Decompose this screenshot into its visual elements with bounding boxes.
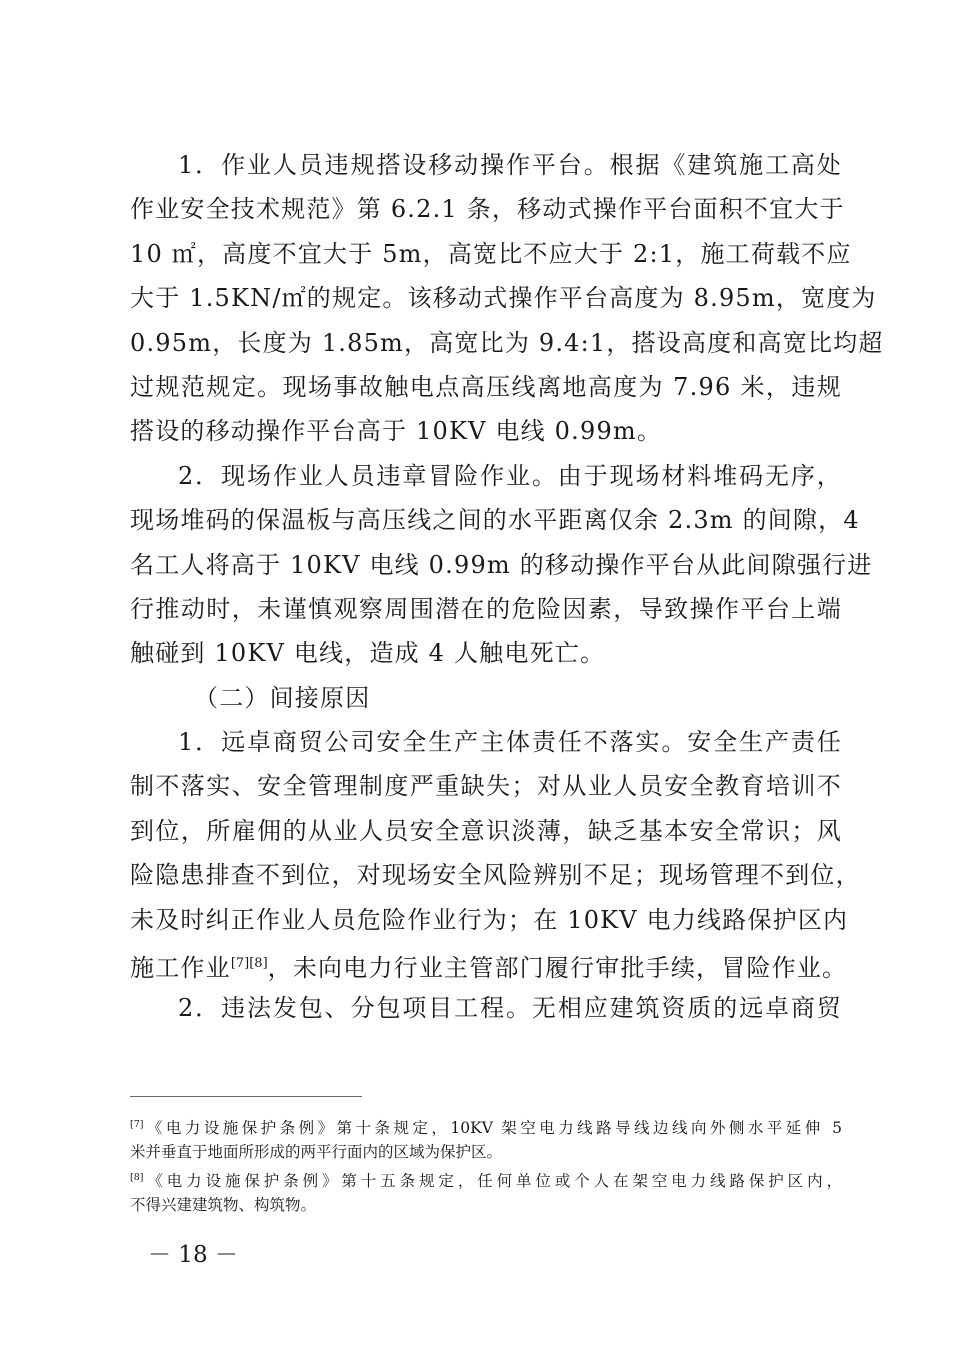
- paragraph-line: 2．现场作业人员违章冒险作业。由于现场材料堆码无序，: [178, 461, 842, 490]
- paragraph-line: [130, 942, 848, 986]
- page-number: － 18 －: [148, 1242, 238, 1268]
- paragraph-line: 名工人将高于 10KV 电线 0.99m 的移动操作平台从此间隙强行进: [130, 550, 873, 579]
- paragraph-line: 到位，所雇佣的从业人员安全意识淡薄，缺乏基本安全常识；风: [130, 816, 842, 845]
- paragraph-line: 过规范规定。现场事故触电点高压线离地高度为 7.96 米，违规: [130, 372, 842, 401]
- paragraph-line: 行推动时，未谨慎观察周围潜在的危险因素，导致操作平台上端: [130, 594, 842, 623]
- footnote-line: [130, 1165, 842, 1192]
- paragraph-text: 施工作业: [130, 954, 231, 983]
- footnote-line: 不得兴建建筑物、构筑物。: [130, 1195, 317, 1214]
- footnote-separator: [130, 1096, 362, 1097]
- paragraph-line: 1．作业人员违规搭设移动操作平台。根据《建筑施工高处: [178, 151, 842, 179]
- footnotes: [130, 1112, 842, 1218]
- footnote-line: 米并垂直于地面所形成的两平行面内的区域为保护区。: [130, 1142, 503, 1161]
- footnote-marker: [8]: [130, 1172, 144, 1183]
- paragraph-line: 搭设的移动操作平台高于 10KV 电线 0.99m。: [130, 417, 663, 446]
- footnote-text: 《电力设施保护条例》第十条规定，10KV 架空电力线路导线边线向外侧水平延伸 5: [143, 1119, 842, 1137]
- paragraph-line: 2．违法发包、分包项目工程。无相应建筑资质的远卓商贸: [178, 994, 842, 1023]
- paragraph-line: 险隐患排查不到位，对现场安全风险辨别不足；现场管理不到位，: [130, 861, 861, 890]
- section-heading: （二）间接原因: [194, 683, 371, 712]
- paragraph-line: 作业安全技术规范》第 6.2.1 条，移动式操作平台面积不宜大于: [130, 195, 845, 224]
- paragraph-line: 大于 1.5KN/㎡的规定。该移动式操作平台高度为 8.95m，宽度为: [130, 284, 877, 313]
- footnote-text: 《电力设施保护条例》第十五条规定，任何单位或个人在架空电力线路保护区内，: [143, 1172, 842, 1190]
- footnote-citation[interactable]: [7][8]: [230, 956, 268, 972]
- paragraph-line: 10 ㎡，高度不宜大于 5m，高宽比不应大于 2:1，施工荷载不应: [130, 239, 852, 268]
- footnote-marker: [7]: [130, 1119, 144, 1130]
- paragraph-line: 制不落实、安全管理制度严重缺失；对从业人员安全教育培训不: [130, 772, 842, 801]
- paragraph-text: ，未向电力行业主管部门履行审批手续，冒险作业。: [267, 954, 848, 983]
- paragraph-line: 未及时纠正作业人员危险作业行为；在 10KV 电力线路保护区内: [130, 905, 849, 934]
- paragraph-line: 现场堆码的保温板与高压线之间的水平距离仅余 2.3m 的间隙，4: [130, 506, 860, 535]
- footnote-line: [130, 1112, 842, 1139]
- body-text: [130, 143, 884, 1031]
- paragraph-line: 触碰到 10KV 电线，造成 4 人触电死亡。: [130, 639, 606, 668]
- paragraph-line: 1．远卓商贸公司安全生产主体责任不落实。安全生产责任: [178, 728, 842, 757]
- paragraph-line: 0.95m，长度为 1.85m，高宽比为 9.4:1，搭设高度和高宽比均超: [130, 328, 884, 357]
